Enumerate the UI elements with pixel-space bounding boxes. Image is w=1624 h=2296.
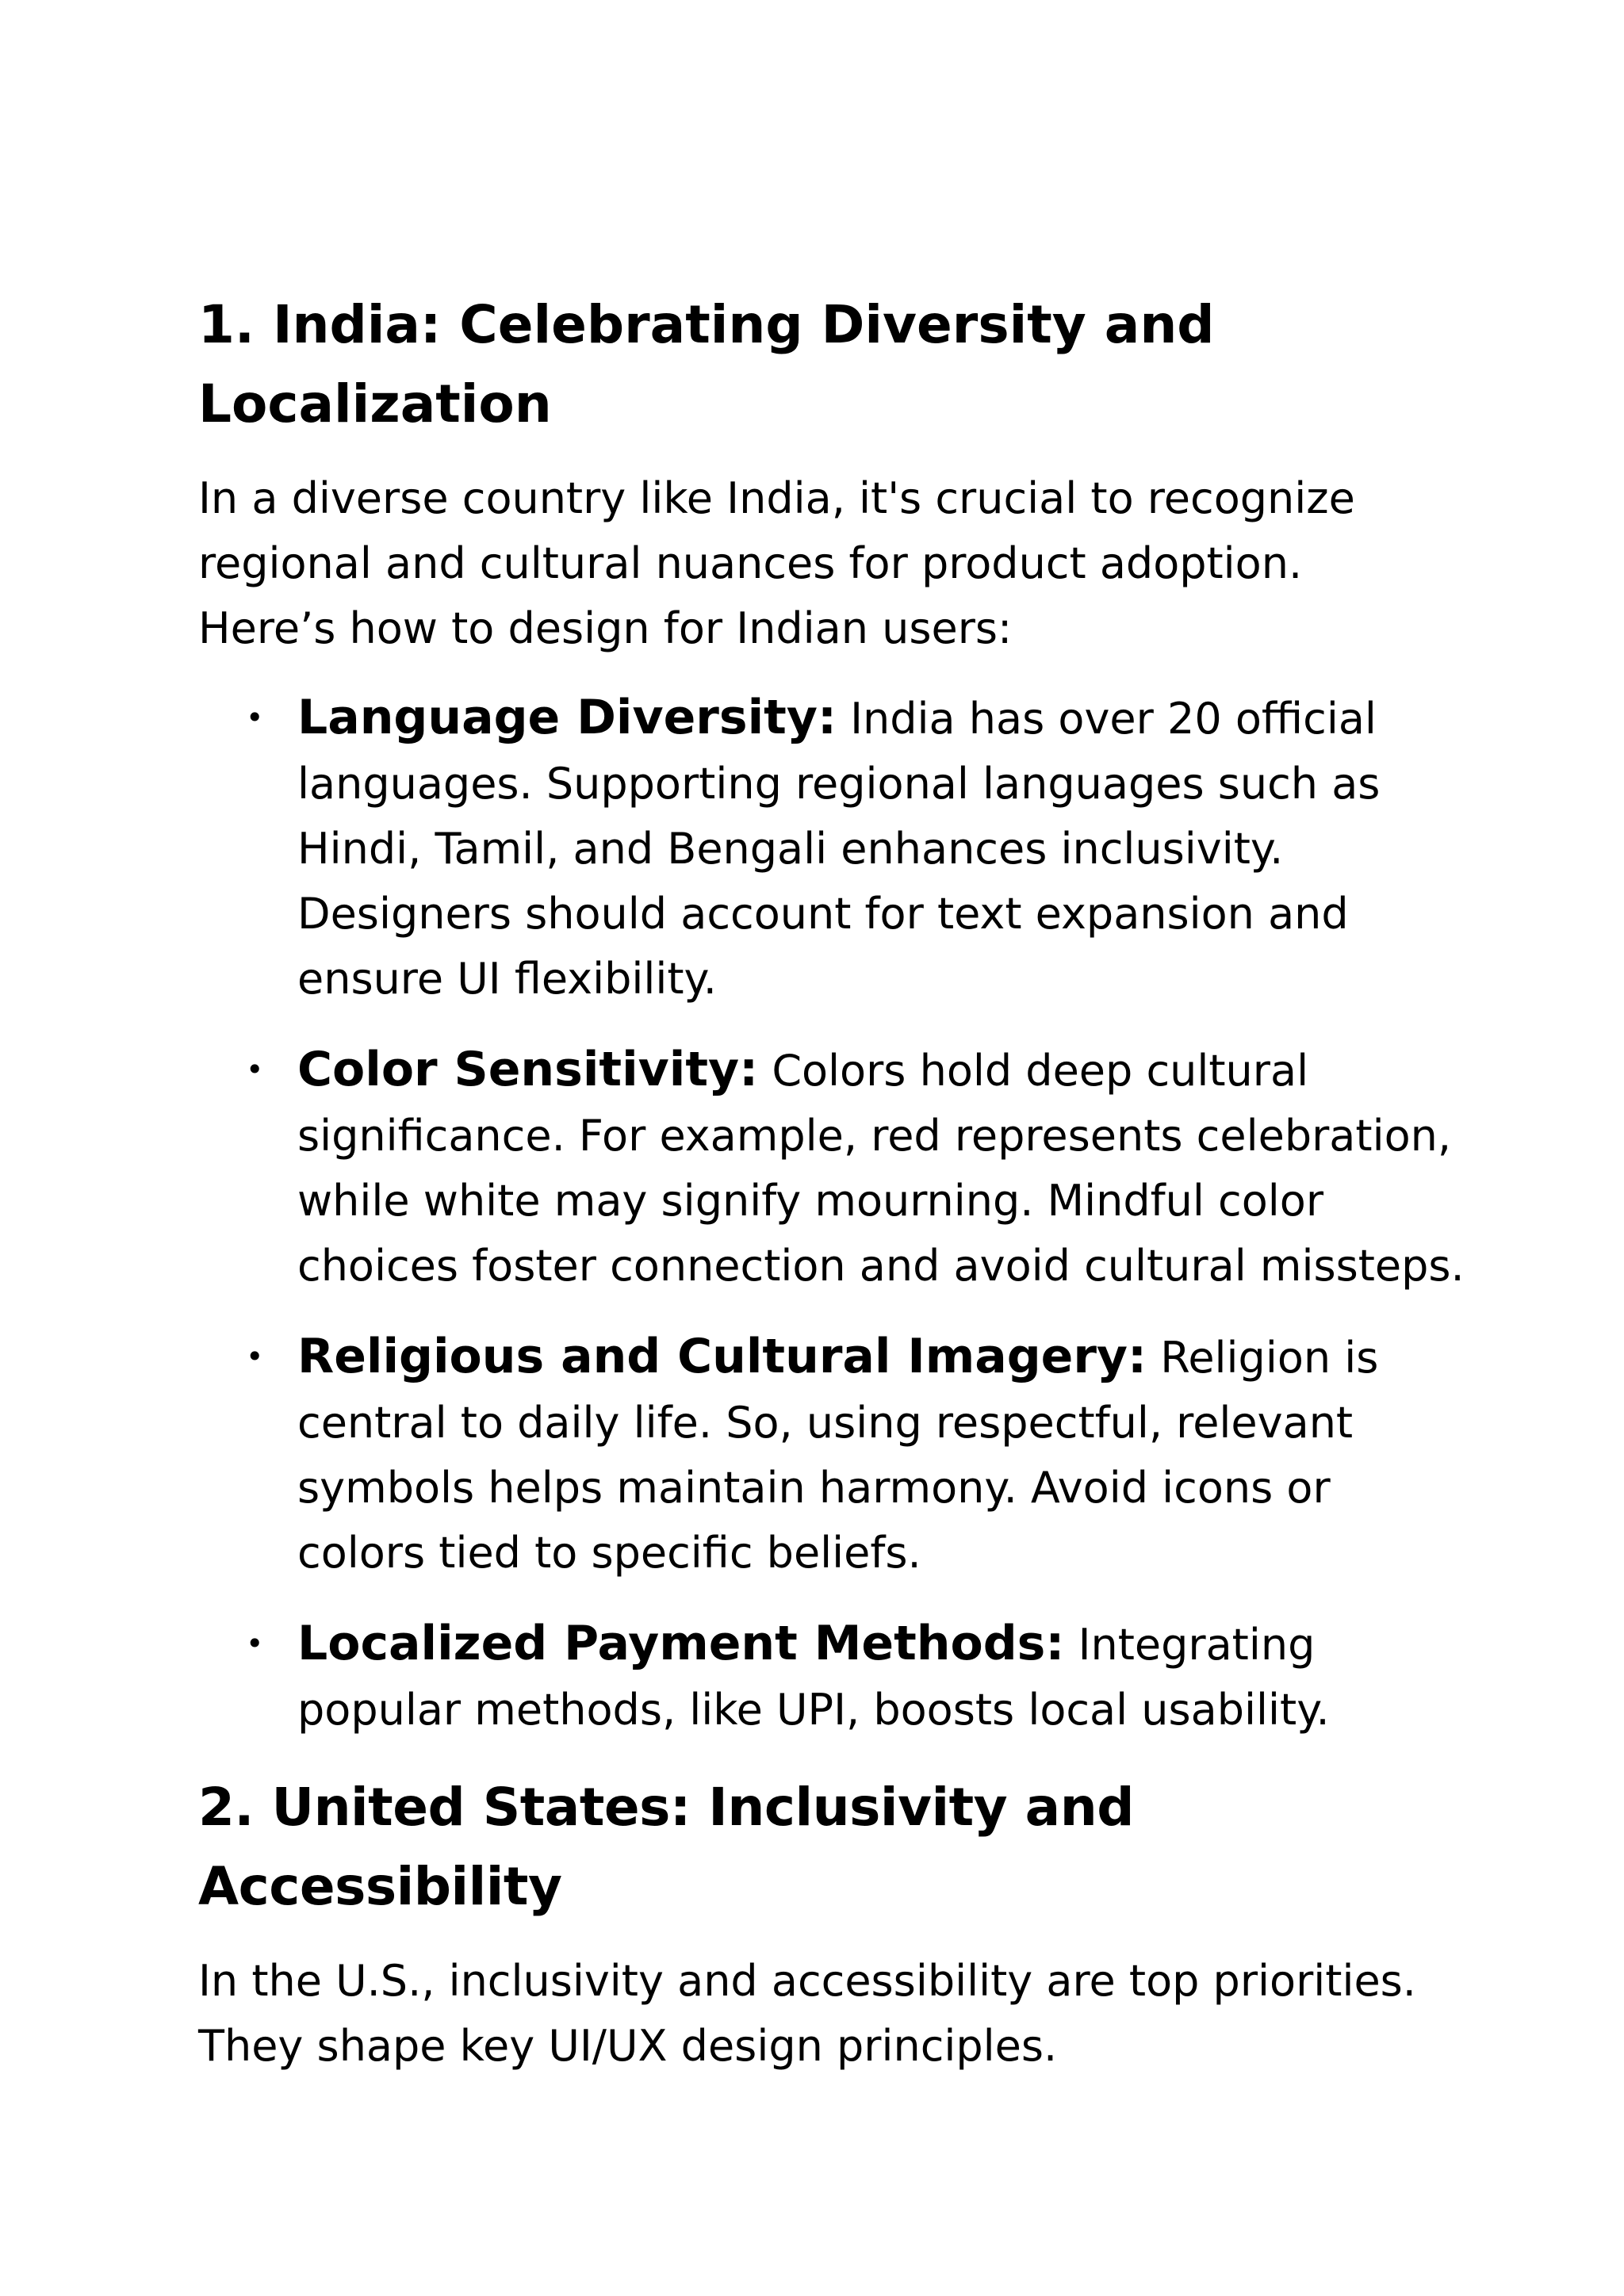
bullet-text: India has over 20 official languages. Supporting regional languages such as Hindi, Tamil, and Bengali enhances inclusivity. Designers should account for text expansion and ensure UI flexibility. (297, 694, 1381, 1004)
bullet-text: Religion is central to daily life. So, using respectful, relevant symbols helps maintain harmony. Avoid icons or colors tied to specific beliefs. (297, 1333, 1379, 1578)
bullet-term: Religious and Cultural Imagery: (297, 1329, 1147, 1384)
list-item-religious-imagery (198, 1324, 1471, 1586)
section-title-india: 1. India: Celebrating Diversity and Localization (198, 294, 1215, 434)
section-intro-india: In a diverse country like India, it's crucial to recognize regional and cultural nuances for product adoption. Here’s how to design for Indian users: (198, 473, 1355, 653)
section-title-united-states: 2. United States: Inclusivity and Accessibility (198, 1777, 1134, 1917)
bullet-dot-icon: • (246, 1626, 264, 1661)
section-intro-united-states: In the U.S., inclusivity and accessibility are top priorities. They shape key UI/UX design principles. (198, 1956, 1416, 2071)
list-item-color-sensitivity (198, 1037, 1471, 1299)
bullet-dot-icon: • (246, 1052, 264, 1087)
bullet-term: Color Sensitivity: (297, 1042, 759, 1097)
bullet-text: Integrating popular methods, like UPI, boosts local usability. (297, 1620, 1330, 1735)
bullet-term: Localized Payment Methods: (297, 1616, 1065, 1671)
bullet-dot-icon: • (246, 1339, 264, 1374)
list-item-language-diversity (198, 685, 1471, 1012)
bullet-dot-icon: • (246, 700, 264, 735)
bullet-text: Colors hold deep cultural significance. For example, red represents celebration, while white may signify mourning. Mindful color choices foster connection and avoid cultural missteps. (297, 1046, 1465, 1291)
bullet-list-india (198, 685, 1465, 1743)
list-item-payment-methods (198, 1611, 1471, 1743)
bullet-term: Language Diversity: (297, 690, 837, 745)
document-page (198, 285, 1465, 2079)
